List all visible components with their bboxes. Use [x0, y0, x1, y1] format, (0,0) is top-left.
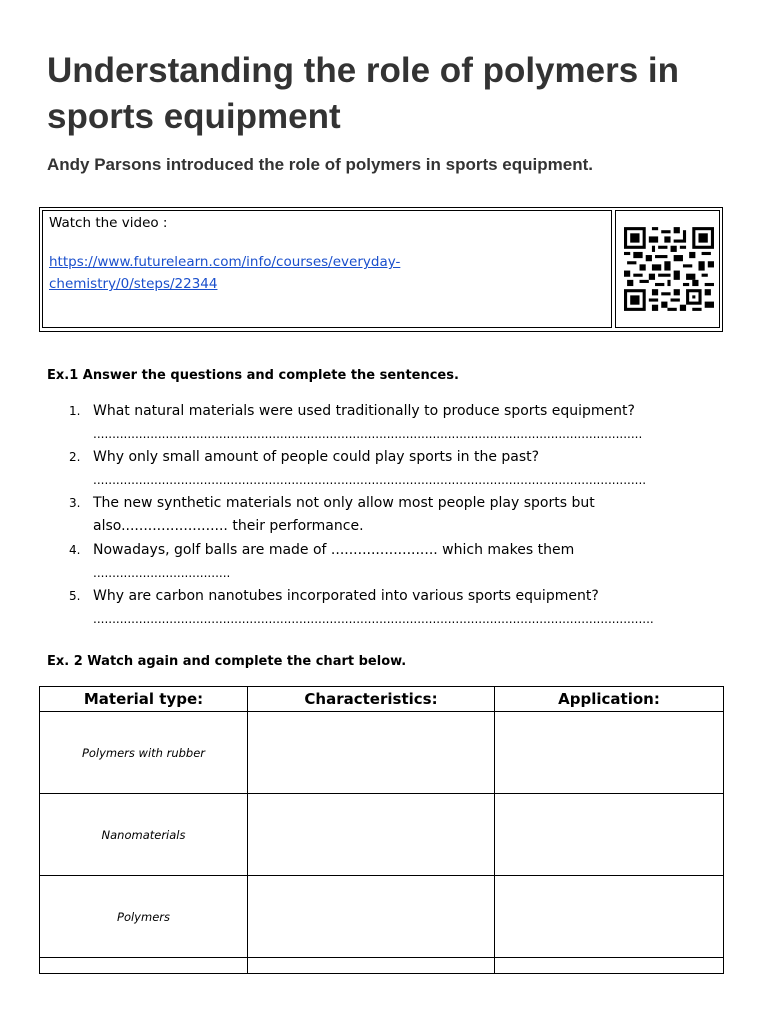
question-number: 2.: [69, 450, 81, 464]
question-number: 5.: [69, 589, 81, 603]
question-text: What natural materials were used traditionally to produce sports equipment?: [93, 403, 635, 419]
column-header-characteristics: Characteristics:: [248, 687, 495, 712]
question-item: [47, 585, 727, 630]
video-box: [39, 207, 723, 332]
column-header-material: Material type:: [40, 687, 248, 712]
column-header-application: Application:: [495, 687, 724, 712]
question-number: 1.: [69, 404, 81, 418]
characteristics-cell[interactable]: [248, 958, 495, 974]
qr-code-icon: [624, 227, 714, 311]
application-cell[interactable]: [495, 876, 724, 958]
material-cell[interactable]: [40, 958, 248, 974]
table-row: [40, 712, 724, 794]
table-row: [40, 876, 724, 958]
question-item: [47, 492, 727, 538]
question-text: Why only small amount of people could play sports in the past?: [93, 449, 540, 465]
answer-line[interactable]: ................................................................................................................................................: [93, 427, 643, 441]
answer-line[interactable]: .................................................................................................................................................: [93, 473, 647, 487]
material-cell: Polymers: [40, 876, 248, 958]
table-row: [40, 794, 724, 876]
question-list: [47, 400, 727, 631]
video-cell: [42, 210, 612, 328]
question-text: The new synthetic materials not only allow most people play sports but also........................ their performance.: [93, 495, 595, 534]
characteristics-cell[interactable]: [248, 794, 495, 876]
question-item: [47, 446, 727, 491]
question-text: Nowadays, golf balls are made of ........................ which makes them: [93, 542, 575, 558]
question-item: [47, 400, 727, 445]
video-link[interactable]: https://www.futurelearn.com/info/courses/everyday-chemistry/0/steps/22344: [49, 254, 401, 292]
question-number: 4.: [69, 543, 81, 557]
material-cell: Nanomaterials: [40, 794, 248, 876]
ex2-heading: Ex. 2 Watch again and complete the chart below.: [47, 654, 407, 669]
answer-line[interactable]: ...................................................................................................................................................: [93, 612, 654, 626]
question-item: [47, 539, 727, 584]
table-header-row: [40, 687, 724, 712]
chart-table: [39, 686, 724, 974]
question-number: 3.: [69, 496, 81, 510]
application-cell[interactable]: [495, 794, 724, 876]
page-subtitle: Andy Parsons introduced the role of polymers in sports equipment.: [47, 155, 593, 174]
qr-cell: [615, 210, 720, 328]
material-cell: Polymers with rubber: [40, 712, 248, 794]
characteristics-cell[interactable]: [248, 712, 495, 794]
question-text: Why are carbon nanotubes incorporated into various sports equipment?: [93, 588, 599, 604]
video-label: Watch the video :: [49, 215, 168, 231]
application-cell[interactable]: [495, 712, 724, 794]
ex1-heading: Ex.1 Answer the questions and complete the sentences.: [47, 368, 459, 383]
characteristics-cell[interactable]: [248, 876, 495, 958]
page-title: Understanding the role of polymers in sports equipment: [47, 51, 680, 136]
table-row: [40, 958, 724, 974]
answer-line[interactable]: ....................................: [93, 566, 231, 580]
application-cell[interactable]: [495, 958, 724, 974]
